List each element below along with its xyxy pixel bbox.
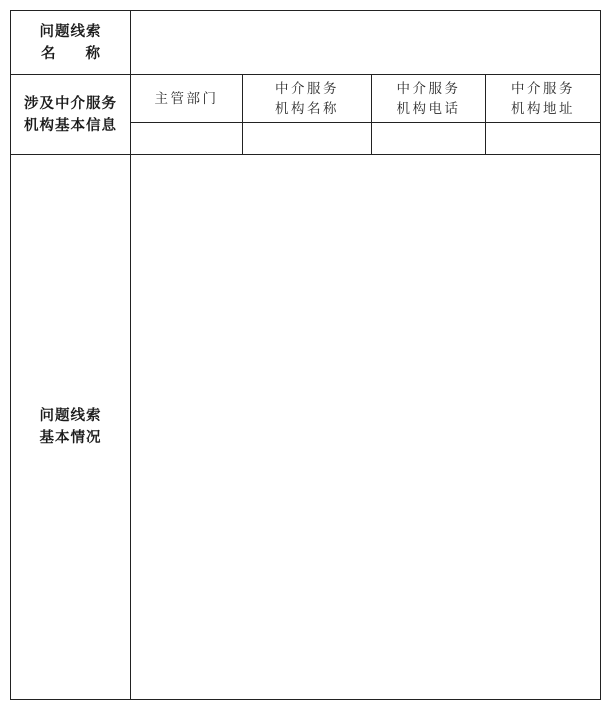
clue-name-label-line1: 问题线索 [39,23,102,40]
clue-name-field[interactable] [131,11,600,74]
agency-address-field[interactable] [486,123,600,154]
column-header-agency-address [486,75,600,122]
column-header-line1: 中介服务 [275,80,339,97]
agency-info-label-line2: 机构基本信息 [24,117,117,134]
clue-report-form [10,10,601,700]
clue-details-field[interactable] [131,155,600,699]
column-header-line2: 机构名称 [275,100,339,117]
clue-details-label-line1: 问题线索 [39,408,102,424]
column-header-line2: 机构电话 [396,100,461,117]
supervising-dept-field[interactable] [131,123,242,154]
column-header-line1: 中介服务 [511,80,575,97]
column-header-supervising-dept [131,75,242,122]
column-header-agency-name [243,75,371,122]
column-header-line2: 机构地址 [511,100,575,117]
clue-details-label-line2: 基本情况 [39,430,102,446]
clue-name-label [11,11,130,74]
agency-info-label [11,75,130,154]
agency-info-label-line1: 涉及中介服务 [24,95,117,112]
clue-name-label-line2: 名称 [41,45,130,62]
column-header-line1: 中介服务 [396,80,461,97]
agency-name-field[interactable] [243,123,371,154]
column-header-agency-phone [372,75,485,122]
clue-details-label [11,155,130,699]
agency-phone-field[interactable] [372,123,485,154]
column-header-line1: 主管部门 [154,90,219,107]
